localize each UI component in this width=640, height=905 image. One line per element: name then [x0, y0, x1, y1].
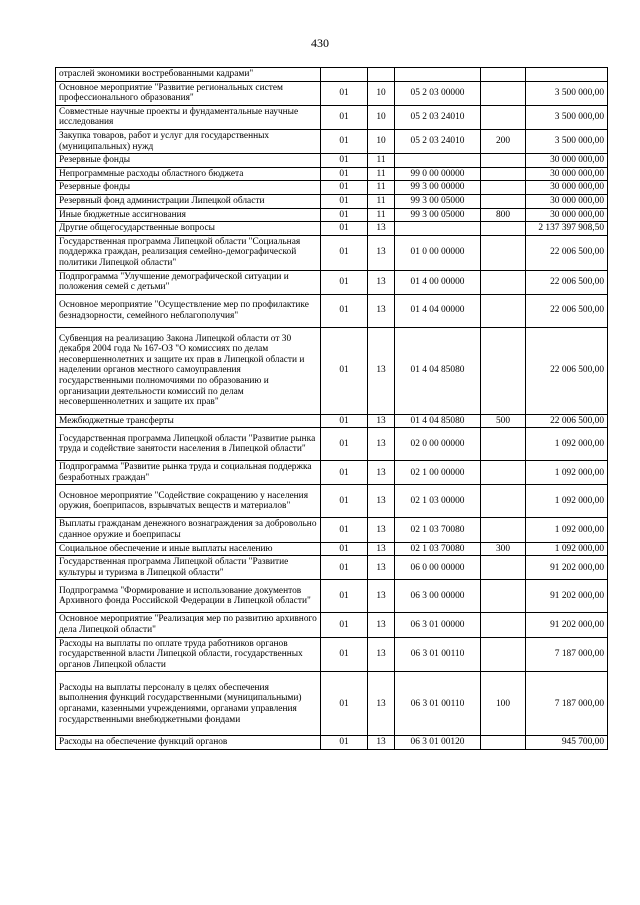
expense-name-cell: Основное мероприятие "Реализация мер по развитию архивного дела Липецкой области" — [56, 613, 321, 637]
subsection-code-cell: 13 — [368, 580, 395, 613]
expense-name-cell: Расходы на обеспечение функций органов — [56, 736, 321, 750]
target-article-cell: 06 0 00 00000 — [395, 556, 481, 580]
amount-cell — [526, 68, 608, 82]
expense-name-cell: Подпрограмма "Улучшение демографической ситуации и положения семей с детьми" — [56, 270, 321, 294]
expense-name-cell: Подпрограмма "Развитие рынка труда и социальная поддержка безработных граждан" — [56, 461, 321, 485]
section-code-cell — [321, 68, 368, 82]
expense-type-cell — [481, 105, 526, 129]
amount-cell: 1 092 000,00 — [526, 542, 608, 556]
section-code-cell: 01 — [321, 556, 368, 580]
target-article-cell: 06 3 01 00000 — [395, 613, 481, 637]
amount-cell: 91 202 000,00 — [526, 580, 608, 613]
section-code-cell: 01 — [321, 270, 368, 294]
expense-type-cell — [481, 68, 526, 82]
section-code-cell: 01 — [321, 461, 368, 485]
amount-cell: 3 500 000,00 — [526, 105, 608, 129]
expense-type-cell — [481, 736, 526, 750]
expense-name-cell: отраслей экономики востребованными кадрами" — [56, 68, 321, 82]
subsection-code-cell: 13 — [368, 235, 395, 270]
amount-cell: 1 092 000,00 — [526, 485, 608, 518]
expense-type-cell — [481, 556, 526, 580]
table-row — [56, 167, 608, 181]
amount-cell: 30 000 000,00 — [526, 181, 608, 195]
subsection-code-cell: 10 — [368, 129, 395, 153]
section-code-cell: 01 — [321, 672, 368, 736]
subsection-code-cell: 13 — [368, 736, 395, 750]
subsection-code-cell: 13 — [368, 542, 395, 556]
expense-name-cell: Закупка товаров, работ и услуг для государственных (муниципальных) нужд — [56, 129, 321, 153]
section-code-cell: 01 — [321, 81, 368, 105]
target-article-cell — [395, 222, 481, 236]
expense-name-cell: Резервные фонды — [56, 181, 321, 195]
target-article-cell: 01 0 00 00000 — [395, 235, 481, 270]
amount-cell: 1 092 000,00 — [526, 518, 608, 542]
target-article-cell: 01 4 00 00000 — [395, 270, 481, 294]
table-row — [56, 556, 608, 580]
expense-name-cell: Другие общегосударственные вопросы — [56, 222, 321, 236]
expense-type-cell: 800 — [481, 208, 526, 222]
target-article-cell: 99 3 00 05000 — [395, 194, 481, 208]
expense-type-cell — [481, 518, 526, 542]
expense-name-cell: Иные бюджетные ассигнования — [56, 208, 321, 222]
table-row — [56, 485, 608, 518]
expense-type-cell — [481, 637, 526, 672]
target-article-cell: 99 0 00 00000 — [395, 167, 481, 181]
expense-name-cell: Государственная программа Липецкой области "Развитие рынка труда и содействие занятости населения в Липецкой области" — [56, 428, 321, 461]
section-code-cell: 01 — [321, 105, 368, 129]
table-row — [56, 208, 608, 222]
amount-cell: 91 202 000,00 — [526, 613, 608, 637]
subsection-code-cell: 13 — [368, 672, 395, 736]
budget-table-body — [56, 68, 608, 750]
expense-name-cell: Субвенция на реализацию Закона Липецкой области от 30 декабря 2004 года № 167-ОЗ "О комиссиях по делам несовершеннолетних и защите их прав в Липецкой области и наделении органов местного самоуправления государственными полномочиями по образованию и организации деятельности комиссий по делам несовершеннолетних и защите их прав" — [56, 327, 321, 414]
target-article-cell: 99 3 00 00000 — [395, 181, 481, 195]
subsection-code-cell: 11 — [368, 154, 395, 168]
subsection-code-cell: 13 — [368, 613, 395, 637]
subsection-code-cell: 13 — [368, 270, 395, 294]
amount-cell: 945 700,00 — [526, 736, 608, 750]
section-code-cell: 01 — [321, 208, 368, 222]
subsection-code-cell: 13 — [368, 428, 395, 461]
target-article-cell: 05 2 03 00000 — [395, 81, 481, 105]
target-article-cell — [395, 68, 481, 82]
subsection-code-cell: 13 — [368, 327, 395, 414]
section-code-cell: 01 — [321, 637, 368, 672]
expense-type-cell — [481, 181, 526, 195]
expense-name-cell: Социальное обеспечение и иные выплаты населению — [56, 542, 321, 556]
target-article-cell: 01 4 04 85080 — [395, 327, 481, 414]
target-article-cell: 99 3 00 05000 — [395, 208, 481, 222]
subsection-code-cell — [368, 68, 395, 82]
subsection-code-cell: 13 — [368, 461, 395, 485]
subsection-code-cell: 10 — [368, 81, 395, 105]
expense-type-cell: 100 — [481, 672, 526, 736]
subsection-code-cell: 10 — [368, 105, 395, 129]
table-row — [56, 81, 608, 105]
amount-cell: 7 187 000,00 — [526, 637, 608, 672]
table-row — [56, 327, 608, 414]
target-article-cell: 06 3 00 00000 — [395, 580, 481, 613]
expense-type-cell — [481, 327, 526, 414]
section-code-cell: 01 — [321, 129, 368, 153]
subsection-code-cell: 13 — [368, 294, 395, 327]
expense-name-cell: Основное мероприятие "Осуществление мер по профилактике безнадзорности, семейного неблагополучия" — [56, 294, 321, 327]
amount-cell: 30 000 000,00 — [526, 208, 608, 222]
target-article-cell: 06 3 01 00120 — [395, 736, 481, 750]
expense-name-cell: Совместные научные проекты и фундаментальные научные исследования — [56, 105, 321, 129]
table-row — [56, 181, 608, 195]
expense-type-cell — [481, 428, 526, 461]
target-article-cell: 01 4 04 85080 — [395, 414, 481, 428]
subsection-code-cell: 11 — [368, 181, 395, 195]
amount-cell: 3 500 000,00 — [526, 129, 608, 153]
table-row — [56, 129, 608, 153]
amount-cell: 30 000 000,00 — [526, 154, 608, 168]
expense-type-cell — [481, 235, 526, 270]
amount-cell: 30 000 000,00 — [526, 194, 608, 208]
table-row — [56, 270, 608, 294]
table-row — [56, 68, 608, 82]
section-code-cell: 01 — [321, 518, 368, 542]
target-article-cell — [395, 154, 481, 168]
amount-cell: 22 006 500,00 — [526, 327, 608, 414]
table-row — [56, 222, 608, 236]
expense-type-cell — [481, 270, 526, 294]
table-row — [56, 105, 608, 129]
amount-cell: 22 006 500,00 — [526, 294, 608, 327]
expense-type-cell — [481, 613, 526, 637]
target-article-cell: 02 1 00 00000 — [395, 461, 481, 485]
expense-name-cell: Расходы на выплаты персоналу в целях обеспечения выполнения функций государственными (муниципальными) органами, казенными учреждениями, органами управления государственными внебюджетными фондами — [56, 672, 321, 736]
expense-name-cell: Расходы на выплаты по оплате труда работников органов государственной власти Липецкой области, государственных органов Липецкой области — [56, 637, 321, 672]
target-article-cell: 02 0 00 00000 — [395, 428, 481, 461]
expense-name-cell: Основное мероприятие "Содействие сокращению у населения оружия, боеприпасов, взрывчатых веществ и материалов" — [56, 485, 321, 518]
expense-type-cell: 500 — [481, 414, 526, 428]
section-code-cell: 01 — [321, 414, 368, 428]
section-code-cell: 01 — [321, 428, 368, 461]
subsection-code-cell: 11 — [368, 194, 395, 208]
budget-table — [55, 67, 608, 750]
amount-cell: 1 092 000,00 — [526, 461, 608, 485]
subsection-code-cell: 13 — [368, 556, 395, 580]
table-row — [56, 672, 608, 736]
table-row — [56, 613, 608, 637]
expense-name-cell: Государственная программа Липецкой области "Развитие культуры и туризма в Липецкой области" — [56, 556, 321, 580]
expense-type-cell — [481, 194, 526, 208]
amount-cell: 22 006 500,00 — [526, 235, 608, 270]
target-article-cell: 01 4 04 00000 — [395, 294, 481, 327]
expense-type-cell — [481, 461, 526, 485]
amount-cell: 1 092 000,00 — [526, 428, 608, 461]
expense-type-cell — [481, 222, 526, 236]
section-code-cell: 01 — [321, 194, 368, 208]
section-code-cell: 01 — [321, 485, 368, 518]
table-row — [56, 154, 608, 168]
section-code-cell: 01 — [321, 613, 368, 637]
subsection-code-cell: 11 — [368, 167, 395, 181]
target-article-cell: 06 3 01 00110 — [395, 637, 481, 672]
target-article-cell: 02 1 03 70080 — [395, 518, 481, 542]
amount-cell: 3 500 000,00 — [526, 81, 608, 105]
amount-cell: 7 187 000,00 — [526, 672, 608, 736]
table-row — [56, 580, 608, 613]
subsection-code-cell: 13 — [368, 414, 395, 428]
expense-name-cell: Непрограммные расходы областного бюджета — [56, 167, 321, 181]
expense-type-cell — [481, 580, 526, 613]
section-code-cell: 01 — [321, 294, 368, 327]
expense-type-cell: 300 — [481, 542, 526, 556]
amount-cell: 22 006 500,00 — [526, 414, 608, 428]
section-code-cell: 01 — [321, 181, 368, 195]
table-row — [56, 235, 608, 270]
amount-cell: 91 202 000,00 — [526, 556, 608, 580]
table-row — [56, 542, 608, 556]
section-code-cell: 01 — [321, 736, 368, 750]
table-row — [56, 428, 608, 461]
expense-type-cell: 200 — [481, 129, 526, 153]
table-row — [56, 736, 608, 750]
amount-cell: 2 137 397 908,50 — [526, 222, 608, 236]
expense-type-cell — [481, 294, 526, 327]
expense-name-cell: Государственная программа Липецкой области "Социальная поддержка граждан, реализация семейно-демографической политики Липецкой области" — [56, 235, 321, 270]
target-article-cell: 02 1 03 00000 — [395, 485, 481, 518]
subsection-code-cell: 11 — [368, 208, 395, 222]
subsection-code-cell: 13 — [368, 518, 395, 542]
subsection-code-cell: 13 — [368, 637, 395, 672]
section-code-cell: 01 — [321, 167, 368, 181]
section-code-cell: 01 — [321, 222, 368, 236]
table-row — [56, 294, 608, 327]
amount-cell: 30 000 000,00 — [526, 167, 608, 181]
table-row — [56, 461, 608, 485]
target-article-cell: 02 1 03 70080 — [395, 542, 481, 556]
expense-type-cell — [481, 154, 526, 168]
section-code-cell: 01 — [321, 327, 368, 414]
section-code-cell: 01 — [321, 235, 368, 270]
table-row — [56, 194, 608, 208]
subsection-code-cell: 13 — [368, 222, 395, 236]
expense-type-cell — [481, 81, 526, 105]
subsection-code-cell: 13 — [368, 485, 395, 518]
amount-cell: 22 006 500,00 — [526, 270, 608, 294]
expense-type-cell — [481, 167, 526, 181]
expense-name-cell: Основное мероприятие "Развитие региональных систем профессионального образования" — [56, 81, 321, 105]
table-row — [56, 637, 608, 672]
expense-name-cell: Межбюджетные трансферты — [56, 414, 321, 428]
table-row — [56, 518, 608, 542]
expense-name-cell: Подпрограмма "Формирование и использование документов Архивного фонда Российской Федерации в Липецкой области" — [56, 580, 321, 613]
target-article-cell: 05 2 03 24010 — [395, 105, 481, 129]
section-code-cell: 01 — [321, 542, 368, 556]
expense-name-cell: Резервный фонд администрации Липецкой области — [56, 194, 321, 208]
table-row — [56, 414, 608, 428]
expense-name-cell: Выплаты гражданам денежного вознаграждения за добровольно сданное оружие и боеприпасы — [56, 518, 321, 542]
target-article-cell: 06 3 01 00110 — [395, 672, 481, 736]
section-code-cell: 01 — [321, 154, 368, 168]
page-number: 430 — [311, 36, 329, 50]
section-code-cell: 01 — [321, 580, 368, 613]
expense-name-cell: Резервные фонды — [56, 154, 321, 168]
target-article-cell: 05 2 03 24010 — [395, 129, 481, 153]
expense-type-cell — [481, 485, 526, 518]
